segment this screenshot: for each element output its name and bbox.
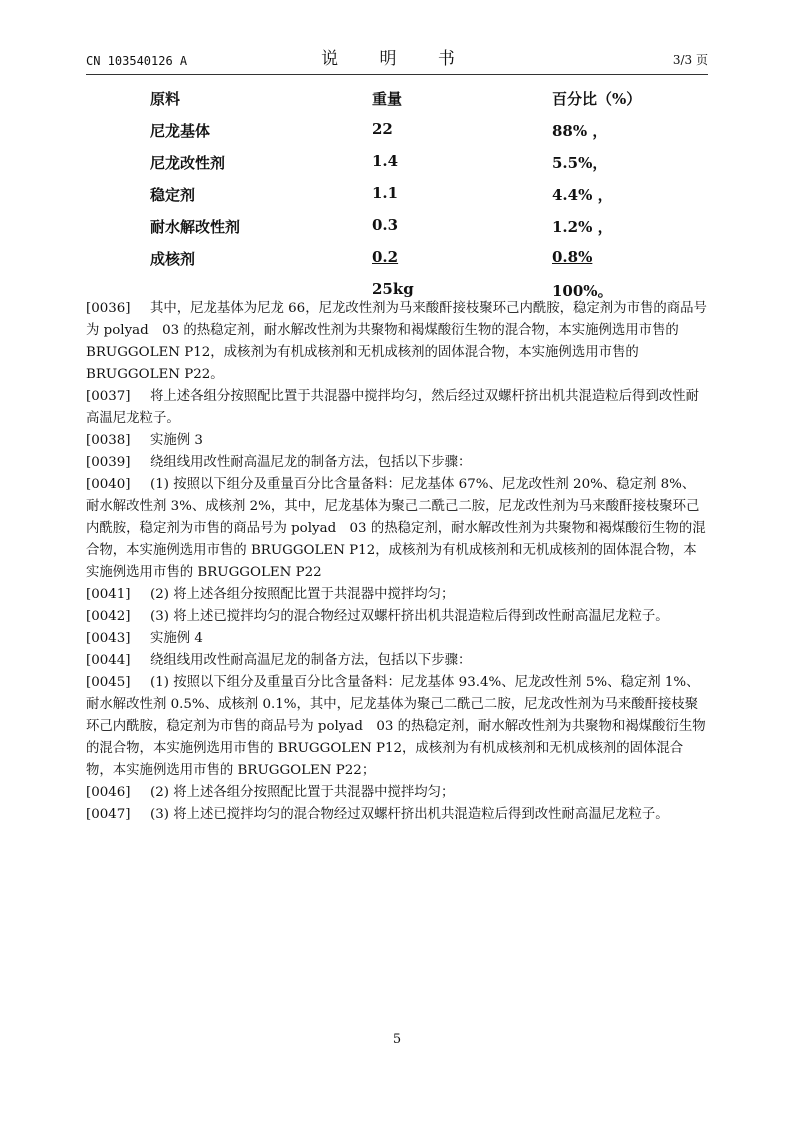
paragraph-number: [0036] [86,301,131,316]
paragraph [86,672,708,782]
material-cell: 尼龙基体 [150,122,211,140]
paragraph-number: [0039] [86,455,131,470]
paragraph [86,474,708,584]
paragraph-number: [0042] [86,609,131,624]
material-cell: 耐水解改性剂 [150,218,241,236]
formula-row [150,212,670,244]
formula-header-row [150,84,670,116]
paragraph-text: 实施例 3 [150,433,203,448]
paragraph [86,452,708,474]
formula-table [150,84,670,308]
weight-cell: 0.2 [372,248,399,266]
paragraph-text: (1) 按照以下组分及重量百分比含量备料：尼龙基体 67%、尼龙改性剂 20%、稳定剂 8%、耐水解改性剂 3%、成核剂 2%，其中，尼龙基体为聚己二酰己二胺，尼龙改性剂为马来酸酐接枝聚环己内酰胺，稳定剂为市售的商品号为 polyad 03 的热稳定剂，耐水解改性剂为共聚物和褐煤酸衍生物的混合物，本实施例选用市售的 BRUGGOLEN P12，成核剂为有机成核剂和无机成核剂的固体混合物，本实施例选用市售的 BRUGGOLEN P22 [86,477,706,580]
paragraph-number: [0045] [86,675,131,690]
page-header [86,44,708,75]
paragraph-number: [0043] [86,631,131,646]
paragraph-text: (2) 将上述各组分按照配比置于共混器中搅拌均匀； [150,785,455,800]
paragraph [86,298,708,386]
page-indicator: 3/3 页 [672,53,708,67]
total-weight: 25kg [372,280,414,298]
paragraph-text: (2) 将上述各组分按照配比置于共混器中搅拌均匀； [150,587,455,602]
paragraph [86,826,708,848]
document-title: 说 明 书 [321,49,473,69]
material-cell: 成核剂 [150,250,196,268]
paragraph-text: 将上述各组分按照配比置于共混器中搅拌均匀，然后经过双螺杆挤出机共混造粒后得到改性耐高温尼龙粒子。 [86,389,700,426]
paragraph-text: (3) 将上述已搅拌均匀的混合物经过双螺杆挤出机共混造粒后得到改性耐高温尼龙粒子。 [150,609,669,624]
total-percent: 100%。 [552,282,613,300]
paragraph-text: (3) 将上述已搅拌均匀的混合物经过双螺杆挤出机共混造粒后得到改性耐高温尼龙粒子。 [150,807,669,822]
paragraph-number: [0037] [86,389,131,404]
paragraph-text: 其中，尼龙基体为尼龙 66，尼龙改性剂为马来酸酐接枝聚环己内酰胺，稳定剂为市售的商品号为 polyad 03 的热稳定剂，耐水解改性剂为共聚物和褐煤酸衍生物的混合物，本实施例选用市售的 BRUGGOLEN P12，成核剂为有机成核剂和无机成核剂的固体混合物，本实施例选用市售的 BRUGGOLEN P22。 [86,301,707,382]
material-cell: 尼龙改性剂 [150,154,226,172]
paragraph [86,804,708,826]
paragraph-number: [0047] [86,807,131,822]
percent-cell: 1.2% ， [552,218,613,236]
percent-cell: 5.5%， [552,154,608,172]
percent-cell: 0.8% [552,248,593,266]
paragraph-text: (1) 按照以下组分及重量百分比含量备料：尼龙基体 93.4%、尼龙改性剂 5%、稳定剂 1%、耐水解改性剂 0.5%、成核剂 0.1%，其中，尼龙基体为聚己二酰己二胺，尼龙改性剂为马来酸酐接枝聚环己内酰胺，稳定剂为市售的商品号为 polyad 03 的热稳定剂，耐水解改性剂为共聚物和褐煤酸衍生物的混合物，本实施例选用市售的 BRUGGOLEN P12，成核剂为有机成核剂和无机成核剂的固体混合物，本实施例选用市售的 BRUGGOLEN P22； [86,675,706,778]
paragraph-text: 绕组线用改性耐高温尼龙的制备方法，包括以下步骤： [150,653,472,668]
paragraph-text: 实施例 4 [150,631,203,646]
weight-cell: 1.4 [372,152,399,170]
percent-cell: 4.4% ， [552,186,613,204]
material-cell: 稳定剂 [150,186,196,204]
paragraph [86,386,708,430]
formula-row [150,180,670,212]
formula-row [150,148,670,180]
paragraph [86,606,708,628]
paragraph-number: [0038] [86,433,131,448]
paragraph-number: [0046] [86,785,131,800]
header-material: 原料 [150,90,181,108]
page-footer [0,1032,794,1047]
paragraph-number: [0041] [86,587,131,602]
formula-row [150,116,670,148]
paragraph [86,650,708,672]
weight-cell: 1.1 [372,184,399,202]
paragraph-text: 绕组线用改性耐高温尼龙的制备方法，包括以下步骤： [150,455,472,470]
header-percent: 百分比（%） [552,90,642,108]
percent-cell: 88% ， [552,122,608,140]
page-number: 5 [392,1032,402,1047]
formula-row [150,244,670,276]
paragraph [86,782,708,804]
paragraph [86,628,708,650]
publication-number: CN 103540126 A [86,54,188,68]
paragraph-number: [0040] [86,477,131,492]
weight-cell: 0.3 [372,216,399,234]
paragraph [86,584,708,606]
header-weight: 重量 [372,90,403,108]
weight-cell: 22 [372,120,393,138]
paragraph-number: [0044] [86,653,131,668]
paragraph [86,430,708,452]
description-body [86,298,708,848]
